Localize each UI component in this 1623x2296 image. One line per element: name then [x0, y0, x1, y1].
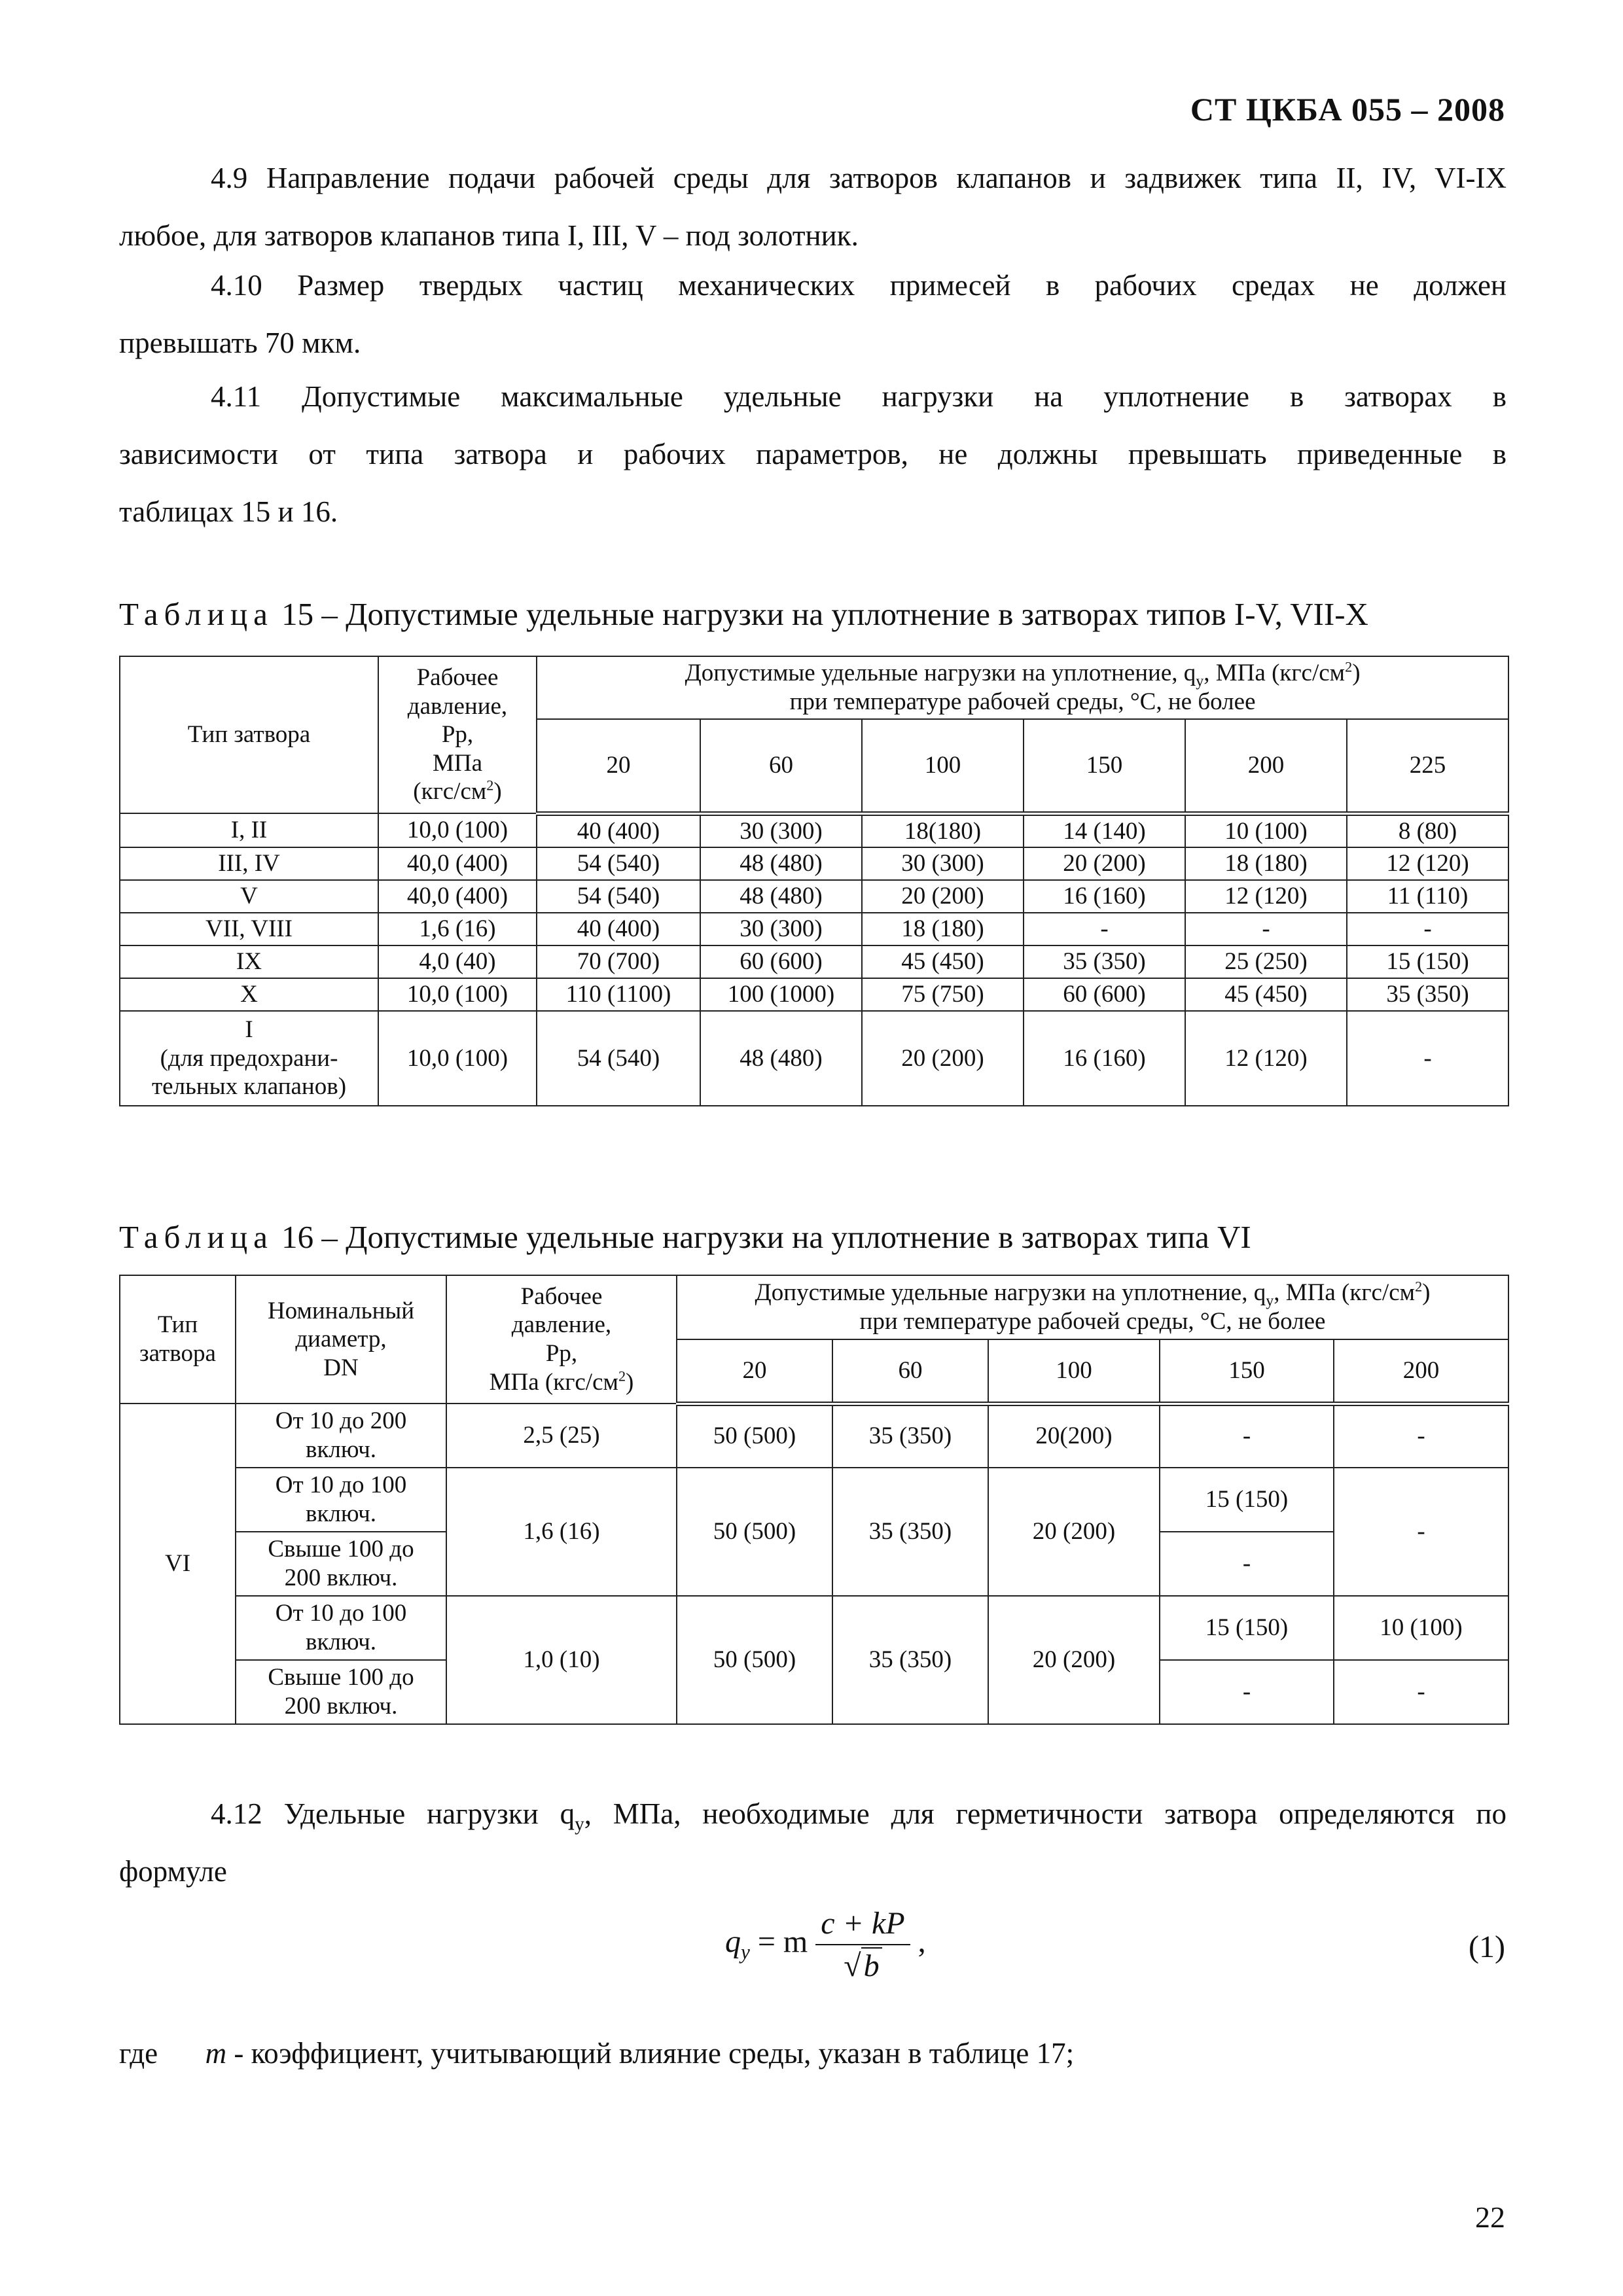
- formula-lhs-sub: y: [741, 1940, 750, 1964]
- paragraph-line: превышать 70 мкм.: [119, 327, 361, 359]
- pressure-cell: 40,0 (400): [378, 880, 537, 913]
- load-cell: 12 (120): [1347, 847, 1508, 880]
- paragraph-line: любое, для затворов клапанов типа I, III, V – под золотник.: [119, 219, 859, 252]
- load-cell: 20 (200): [862, 1011, 1024, 1106]
- load-cell: -: [1185, 913, 1347, 945]
- table-row: [120, 1596, 1508, 1660]
- load-cell: 30 (300): [862, 847, 1024, 880]
- load-cell: 12 (120): [1185, 1011, 1347, 1106]
- load-cell: 40 (400): [537, 913, 700, 945]
- dn-cell: Свыше 100 до 200 включ.: [236, 1532, 446, 1596]
- load-cell: 20 (200): [1024, 847, 1185, 880]
- paragraph-line: 4.12 Удельные нагрузки $q_у$, МПа, необходимые для герметичности затвора определяются по: [211, 1797, 1507, 1835]
- caption-label: Таблица: [119, 1219, 274, 1255]
- table-row: [120, 847, 1508, 880]
- load-cell: 20(200): [988, 1404, 1160, 1468]
- load-cell: 45 (450): [1185, 978, 1347, 1011]
- load-cell: 14 (140): [1024, 813, 1185, 847]
- load-cell: 40 (400): [537, 813, 700, 847]
- load-cell: 20 (200): [988, 1596, 1160, 1724]
- temp-cell: 200: [1334, 1339, 1508, 1404]
- pressure-cell: 10,0 (100): [378, 978, 537, 1011]
- header-loads: Допустимые удельные нагрузки на уплотнение, $q_у$, МПа $(кгс/см^2)$ при температуре рабочей среды, °С, не более: [537, 656, 1508, 719]
- load-cell: 54 (540): [537, 880, 700, 913]
- table-row: [120, 1011, 1508, 1106]
- type-cell: IX: [120, 945, 378, 978]
- load-cell: 75 (750): [862, 978, 1024, 1011]
- pressure-cell: 1,6 (16): [378, 913, 537, 945]
- load-cell: 30 (300): [700, 813, 862, 847]
- table-row: [120, 945, 1508, 978]
- load-cell: 100 (1000): [700, 978, 862, 1011]
- temp-cell: 20: [537, 719, 700, 813]
- load-cell: 48 (480): [700, 847, 862, 880]
- formula-eq: = m: [757, 1924, 808, 1960]
- type-cell: I (для предохрани- тельных клапанов): [120, 1011, 378, 1106]
- temp-cell: 60: [832, 1339, 988, 1404]
- load-cell: 50 (500): [677, 1596, 832, 1724]
- header-dn: Номинальный диаметр, DN: [236, 1275, 446, 1404]
- load-cell: 35 (350): [1024, 945, 1185, 978]
- header-row: [120, 656, 1508, 719]
- document-code: СТ ЦКБА 055 – 2008: [1190, 91, 1505, 128]
- temp-cell: 60: [700, 719, 862, 813]
- pressure-cell: 10,0 (100): [378, 1011, 537, 1106]
- load-cell: 48 (480): [700, 1011, 862, 1106]
- table-16-caption: [119, 1218, 1251, 1256]
- load-cell: -: [1347, 1011, 1508, 1106]
- load-cell: -: [1334, 1468, 1508, 1596]
- type-cell: V: [120, 880, 378, 913]
- header-pressure: Рабочее давление, Рр, МПа $(кгс/см^2)$: [378, 656, 537, 813]
- temp-cell: 20: [677, 1339, 832, 1404]
- load-cell: 48 (480): [700, 880, 862, 913]
- dn-cell: От 10 до 200 включ.: [236, 1404, 446, 1468]
- load-cell: 18 (180): [862, 913, 1024, 945]
- where-line: [119, 2036, 1074, 2070]
- header-row: [120, 1275, 1508, 1339]
- paragraph-line: 4.10 Размер твердых частиц механических примесей в рабочих средах не должен: [211, 269, 1507, 302]
- formula-denominator: √b: [815, 1945, 910, 1984]
- header-type: Тип затвора: [120, 656, 378, 813]
- load-cell: 110 (1100): [537, 978, 700, 1011]
- paragraph-4-12: [119, 1785, 1507, 1900]
- load-cell: -: [1334, 1660, 1508, 1724]
- type-cell: X: [120, 978, 378, 1011]
- temp-cell: 100: [988, 1339, 1160, 1404]
- table-row: [120, 913, 1508, 945]
- caption-text: 15 – Допустимые удельные нагрузки на уплотнение в затворах типов I-V, VII-X: [281, 596, 1368, 632]
- header-loads: Допустимые удельные нагрузки на уплотнение, $q_у$, МПа $(кгс/см^2)$ при температуре рабочей среды, °С, не более: [677, 1275, 1508, 1339]
- paragraph-4-9: [119, 149, 1507, 264]
- load-cell: 54 (540): [537, 1011, 700, 1106]
- load-cell: -: [1160, 1532, 1334, 1596]
- header-pressure: Рабочее давление, Рр, МПа $(кгс/см^2)$: [446, 1275, 677, 1404]
- load-cell: 15 (150): [1160, 1468, 1334, 1532]
- temp-cell: 150: [1160, 1339, 1334, 1404]
- where-word: где: [119, 2037, 158, 2070]
- paragraph-4-11: [119, 368, 1507, 540]
- load-cell: 10 (100): [1334, 1596, 1508, 1660]
- load-cell: 54 (540): [537, 847, 700, 880]
- type-cell: VII, VIII: [120, 913, 378, 945]
- page-number: 22: [1475, 2200, 1505, 2234]
- type-cell: VI: [120, 1404, 236, 1724]
- dn-cell: От 10 до 100 включ.: [236, 1596, 446, 1660]
- load-cell: 35 (350): [832, 1468, 988, 1596]
- paragraph-line: 4.11 Допустимые максимальные удельные нагрузки на уплотнение в затворах в: [211, 380, 1507, 413]
- load-cell: 11 (110): [1347, 880, 1508, 913]
- load-cell: 20 (200): [862, 880, 1024, 913]
- formula: [725, 1905, 926, 1984]
- dn-cell: От 10 до 100 включ.: [236, 1468, 446, 1532]
- type-cell: III, IV: [120, 847, 378, 880]
- load-cell: -: [1160, 1660, 1334, 1724]
- temp-cell: 200: [1185, 719, 1347, 813]
- formula-fraction: [815, 1905, 910, 1984]
- load-cell: 20 (200): [988, 1468, 1160, 1596]
- load-cell: 25 (250): [1185, 945, 1347, 978]
- load-cell: 70 (700): [537, 945, 700, 978]
- load-cell: 12 (120): [1185, 880, 1347, 913]
- pressure-cell: 1,0 (10): [446, 1596, 677, 1724]
- load-cell: -: [1347, 913, 1508, 945]
- equation-number: (1): [1469, 1930, 1505, 1964]
- type-cell: I, II: [120, 813, 378, 847]
- paragraph-4-10: [119, 256, 1507, 372]
- formula-numerator: c + kP: [815, 1905, 910, 1945]
- load-cell: 15 (150): [1347, 945, 1508, 978]
- temp-cell: 225: [1347, 719, 1508, 813]
- table-row: [120, 880, 1508, 913]
- where-text: - коэффициент, учитывающий влияние среды, указан в таблице 17;: [234, 2037, 1075, 2070]
- table-16: [119, 1275, 1509, 1725]
- load-cell: -: [1024, 913, 1185, 945]
- temp-cell: 100: [862, 719, 1024, 813]
- load-cell: 60 (600): [1024, 978, 1185, 1011]
- load-cell: 15 (150): [1160, 1596, 1334, 1660]
- load-cell: -: [1334, 1404, 1508, 1468]
- load-cell: 8 (80): [1347, 813, 1508, 847]
- load-cell: 50 (500): [677, 1468, 832, 1596]
- table-row: [120, 978, 1508, 1011]
- pressure-cell: 40,0 (400): [378, 847, 537, 880]
- load-cell: 35 (350): [832, 1404, 988, 1468]
- caption-text: 16 – Допустимые удельные нагрузки на уплотнение в затворах типа VI: [281, 1219, 1251, 1255]
- dn-cell: Свыше 100 до 200 включ.: [236, 1660, 446, 1724]
- table-row: [120, 1404, 1508, 1468]
- table-row: [120, 813, 1508, 847]
- load-cell: 16 (160): [1024, 1011, 1185, 1106]
- load-cell: -: [1160, 1404, 1334, 1468]
- load-cell: 18(180): [862, 813, 1024, 847]
- paragraph-line: формуле: [119, 1855, 227, 1888]
- load-cell: 45 (450): [862, 945, 1024, 978]
- load-cell: 35 (350): [1347, 978, 1508, 1011]
- load-cell: 60 (600): [700, 945, 862, 978]
- pressure-cell: 4,0 (40): [378, 945, 537, 978]
- table-15: [119, 656, 1509, 1106]
- where-var: m: [205, 2037, 227, 2070]
- paragraph-line: таблицах 15 и 16.: [119, 495, 338, 528]
- paragraph-line: 4.9 Направление подачи рабочей среды для затворов клапанов и задвижек типа II, IV, VI-IX: [211, 162, 1507, 194]
- pressure-cell: 1,6 (16): [446, 1468, 677, 1596]
- temp-cell: 150: [1024, 719, 1185, 813]
- table-15-caption: [119, 595, 1368, 633]
- formula-comma: ,: [918, 1924, 926, 1960]
- formula-lhs: q: [725, 1924, 741, 1960]
- load-cell: 10 (100): [1185, 813, 1347, 847]
- caption-label: Таблица: [119, 596, 274, 632]
- paragraph-line: зависимости от типа затвора и рабочих параметров, не должны превышать приведенные в: [119, 438, 1507, 470]
- pressure-cell: 10,0 (100): [378, 813, 537, 847]
- load-cell: 16 (160): [1024, 880, 1185, 913]
- table-row: [120, 1468, 1508, 1532]
- header-type: Тип затвора: [120, 1275, 236, 1404]
- load-cell: 18 (180): [1185, 847, 1347, 880]
- load-cell: 30 (300): [700, 913, 862, 945]
- load-cell: 35 (350): [832, 1596, 988, 1724]
- pressure-cell: 2,5 (25): [446, 1404, 677, 1468]
- load-cell: 50 (500): [677, 1404, 832, 1468]
